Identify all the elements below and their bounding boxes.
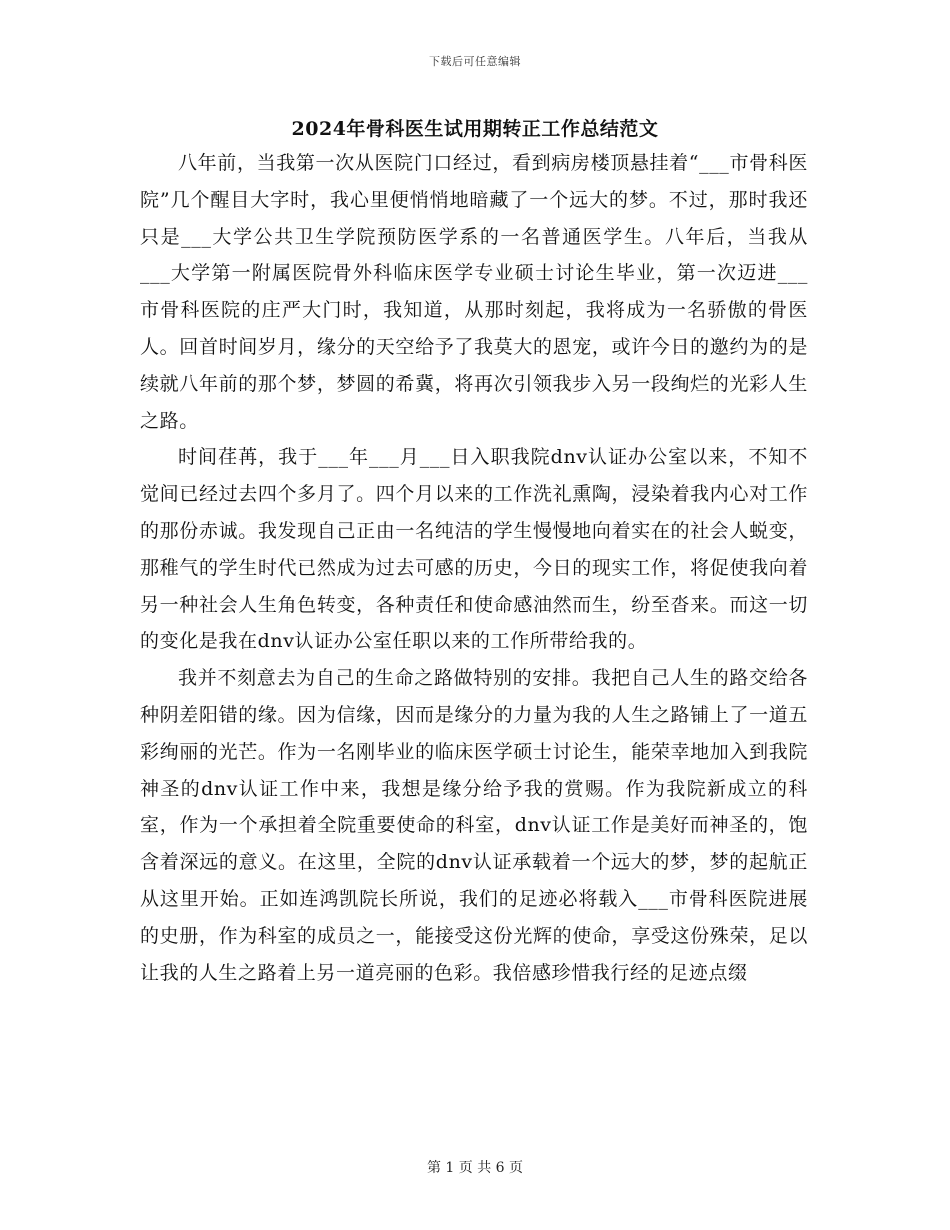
paragraph-2: 时间荏苒，我于___年___月___日入职我院dnv认证办公室以来，不知不觉间已经过去四个多月了。四个月以来的工作洗礼熏陶，浸染着我内心对工作的那份赤诚。我发现自己正由一名纯洁的学生慢慢地向着实在的社会人蜕变，那稚气的学生时代已然成为过去可感的历史，今日的现实工作，将促使我向着另一种社会人生角色转变，各种责任和使命感油然而生，纷至沓来。而这一切的变化是我在dnv认证办公室任职以来的工作所带给我的。 bbox=[140, 446, 808, 653]
header-note: 下载后可任意编辑 bbox=[429, 55, 521, 68]
document-body bbox=[140, 145, 808, 991]
page-number: 第 1 页 共 6 页 bbox=[426, 1160, 524, 1176]
paragraph-1: 八年前，当我第一次从医院门口经过，看到病房楼顶悬挂着“___市骨科医院”几个醒目大字时，我心里便悄悄地暗藏了一个远大的梦。不过，那时我还只是___大学公共卫生学院预防医学系的一名普通医学生。八年后，当我从___大学第一附属医院骨外科临床医学专业硕士讨论生毕业，第一次迈进___市骨科医院的庄严大门时，我知道，从那时刻起，我将成为一名骄傲的骨医人。回首时间岁月，缘分的天空给予了我莫大的恩宠，或许今日的邀约为的是续就八年前的那个梦，梦圆的希冀，将再次引领我步入另一段绚烂的光彩人生之路。 bbox=[140, 152, 808, 432]
document-title: 2024年骨科医生试用期转正工作总结范文 bbox=[291, 118, 659, 140]
paragraph-3: 我并不刻意去为自己的生命之路做特别的安排。我把自己人生的路交给各种阴差阳错的缘。因为信缘，因而是缘分的力量为我的人生之路铺上了一道五彩绚丽的光芒。作为一名刚毕业的临床医学硕士讨论生，能荣幸地加入到我院神圣的dnv认证工作中来，我想是缘分给予我的赏赐。作为我院新成立的科室，作为一个承担着全院重要使命的科室，dnv认证工作是美好而神圣的，饱含着深远的意义。在这里，全院的dnv认证承载着一个远大的梦，梦的起航正从这里开始。正如连鸿凯院长所说，我们的足迹必将载入___市骨科医院进展的史册，作为科室的成员之一，能接受这份光辉的使命，享受这份殊荣，足以让我的人生之路着上另一道亮丽的色彩。我倍感珍惜我行经的足迹点缀 bbox=[140, 667, 808, 984]
